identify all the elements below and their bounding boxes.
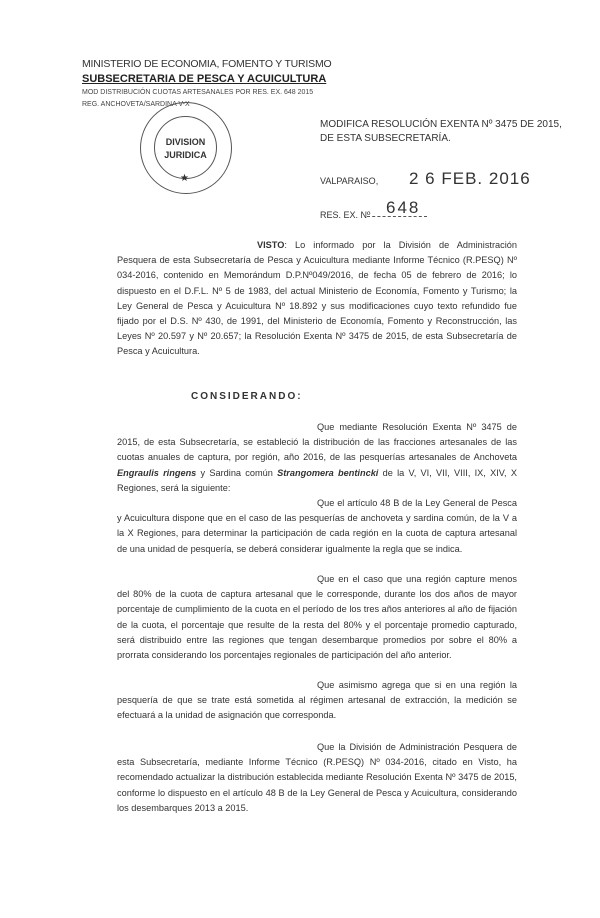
species-sardina: Strangomera bentincki bbox=[277, 467, 379, 478]
star-icon: ★ bbox=[180, 173, 189, 184]
date-stamp: 2 6 FEB. 2016 bbox=[409, 169, 531, 188]
ministry-name: MINISTERIO DE ECONOMIA, FOMENTO Y TURISMO bbox=[82, 58, 332, 70]
header-line-4: REG. ANCHOVETA/SARDINA V-X bbox=[82, 101, 190, 108]
reference-text: MODIFICA RESOLUCIÓN EXENTA Nº 3475 DE 2015, DE ESTA SUBSECRETARÍA. bbox=[320, 119, 562, 144]
place-label: VALPARAISO, bbox=[320, 176, 379, 186]
considerando-paragraph-4: Que asimismo agrega que si en una región la pesquería de que se trate está sometida al régimen artesanal de extracción, la medición se efectuará a la unidad de asignación que corresponda. bbox=[117, 680, 517, 721]
subsecretaria-name: SUBSECRETARIA DE PESCA Y ACUICULTURA bbox=[82, 73, 327, 85]
p1-text-a: Que mediante Resolución Exenta Nº 3475 de 2015, de esta Subsecretaría, se estableció la distribución de las fracciones artesanales de las cuotas anuales de captura, por región, año 2016, de las pesquerías artesanales de Anchoveta bbox=[117, 422, 517, 463]
considerando-paragraph-5: Que la División de Administración Pesquera de esta Subsecretaría, mediante Informe Técnico (R.PESQ) Nº 034-2016, citado en Visto, ha recomendado actualizar la distribución establecida mediante Resolución Exenta Nº 3475 de 2015, conforme lo dispuesto en el artículo 48 B de la Ley General de Pesca y Acuicultura, considerando los desembarques 2013 a 2015. bbox=[117, 742, 517, 813]
species-anchoveta: Engraulis ringens bbox=[117, 467, 197, 478]
considerando-paragraph-1 bbox=[117, 420, 517, 496]
resolution-underline bbox=[367, 216, 427, 217]
considerando-paragraph-3: Que en el caso que una región capture menos del 80% de la cuota de captura artesanal que le corresponde, durante los dos años de mayor porcentaje de cumplimiento de la cuota en el período de los tres años anteriores al año de fijación de la cuota, el porcentaje que resulte de la resta del 80% y el porcentaje promedio capturado, será distribuido entre las regiones que tengan desembarque promedios por sobre el 80% a prorrata considerando los porcentajes regionales de participación del año anterior. bbox=[117, 574, 517, 661]
stamp-line-2: JURIDICA bbox=[164, 150, 207, 160]
division-juridica-stamp bbox=[140, 102, 232, 194]
considerando-paragraph-2: Que el artículo 48 B de la Ley General de Pesca y Acuicultura dispone que en el caso de las pesquerías de anchoveta y sardina común, de la V a la X Regiones, para determinar la participación de cada región en la cuota de captura artesanal de una unidad de pesquería, se deberá considerar igualmente la regla que se indica. bbox=[117, 498, 517, 554]
resolution-number: 648 bbox=[386, 198, 421, 217]
p1-text-c: de la V, VI, VII, VIII, IX, XIV, X Regiones, será la siguiente: bbox=[117, 467, 517, 493]
considerando-heading: CONSIDERANDO: bbox=[191, 391, 303, 402]
resolution-label: RES. EX. Nº bbox=[320, 210, 371, 220]
stamp-line-1: DIVISION bbox=[165, 137, 206, 147]
header-line-3: MOD DISTRIBUCIÓN CUOTAS ARTESANALES POR RES. EX. 648 2015 bbox=[82, 89, 314, 96]
p1-text-b: y Sardina común bbox=[196, 467, 278, 478]
visto-text: : Lo informado por la División de Administración Pesquera de esta Subsecretaría de Pesca y Acuicultura mediante Informe Técnico (R.PESQ) Nº 034-2016, contenido en Memorándum D.P.Nº049/2016, de fecha 05 de febrero de 2016; lo dispuesto en el D.F.L. Nº 5 de 1983, del actual Ministerio de Economía, Fomento y Turismo; la Ley General de Pesca y Acuicultura Nº 18.892 y sus modificaciones cuyo texto refundido fue fijado por el D.S. Nº 430, de 1991, del Ministerio de Economía, Fomento y Reconstrucción, las Leyes Nº 20.597 y Nº 20.657; la Resolución Exenta Nº 3475 de 2015, de esta Subsecretaría de Pesca y Acuicultura. bbox=[117, 240, 517, 357]
visto-paragraph bbox=[117, 238, 517, 360]
visto-label: VISTO bbox=[257, 240, 285, 250]
